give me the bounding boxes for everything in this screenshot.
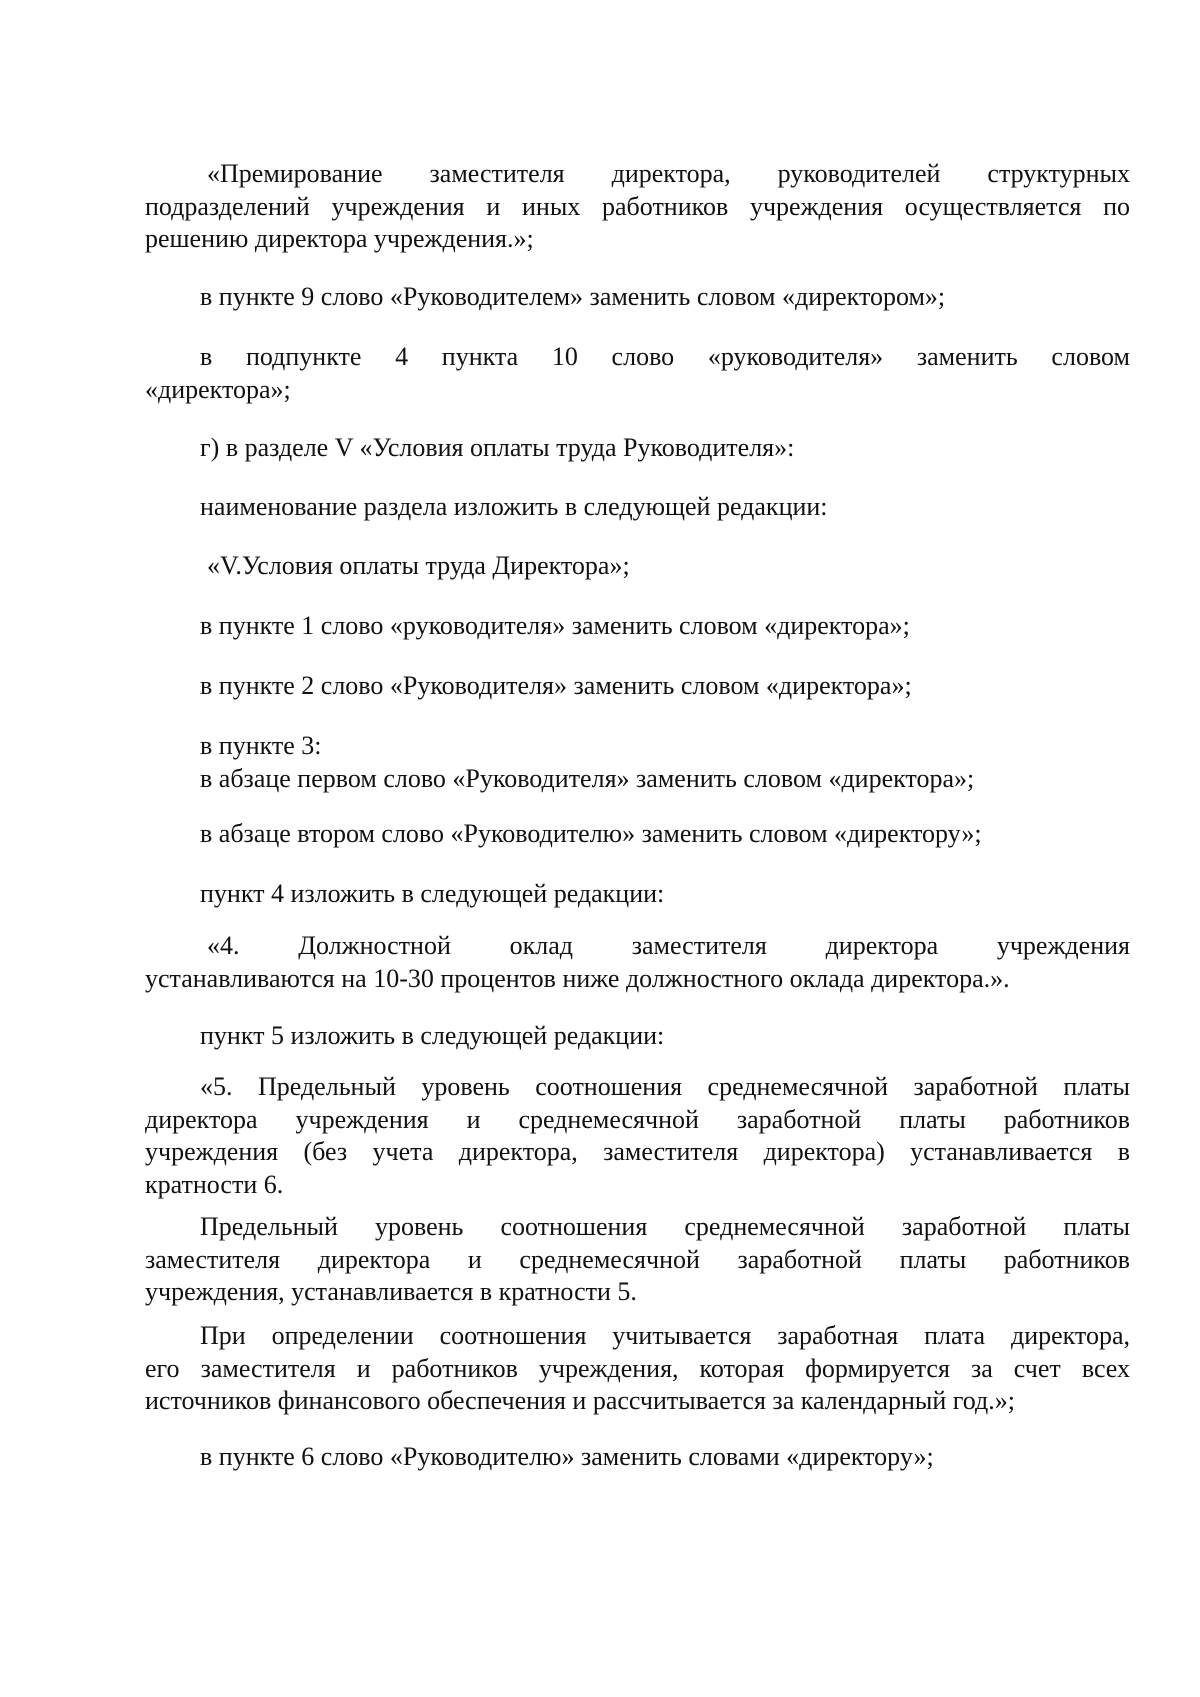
text-line: устанавливаются на 10-30 процентов ниже должностного оклада директора.». xyxy=(145,963,1010,993)
paragraph-item-5-instruction xyxy=(145,1020,1130,1053)
text-line: в абзаце втором слово «Руководителю» заменить словом «директору»; xyxy=(200,819,982,848)
paragraph-item-6 xyxy=(145,1441,1130,1474)
text-line: «4. Должностной оклад заместителя директора учреждения xyxy=(207,931,1130,960)
text-line: При определении соотношения учитывается заработная плата директора, xyxy=(200,1321,1130,1350)
text-line: «V.Условия оплаты труда Директора»; xyxy=(207,551,630,580)
text-line: Предельный уровень соотношения среднемесячной заработной платы xyxy=(200,1212,1130,1241)
text-line: «директора»; xyxy=(145,374,291,404)
text-line: в абзаце первом слово «Руководителя» заменить словом «директора»; xyxy=(200,763,975,793)
paragraph-item-4-text xyxy=(145,930,1130,995)
paragraph-item-3 xyxy=(145,730,1130,795)
paragraph-bonus-decision xyxy=(145,158,1130,256)
paragraph-new-section-title xyxy=(145,550,1130,583)
text-line: в пункте 1 слово «руководителя» заменить словом «директора»; xyxy=(200,611,910,640)
paragraph-subitem-4-item-10 xyxy=(145,341,1130,406)
paragraph-ratio-calculation xyxy=(145,1320,1130,1418)
paragraph-second-abzac xyxy=(145,818,1130,851)
text-line: «5. Предельный уровень соотношения среднемесячной заработной платы xyxy=(200,1072,1130,1101)
text-line: учреждения, устанавливается в кратности 5. xyxy=(145,1277,637,1306)
text-line: решению директора учреждения.»; xyxy=(145,224,534,253)
paragraph-item-4-instruction xyxy=(145,878,1130,911)
paragraph-item-2 xyxy=(145,670,1130,703)
text-line: г) в разделе V «Условия оплаты труда Руководителя»: xyxy=(200,433,795,462)
text-line: пункт 5 изложить в следующей редакции: xyxy=(200,1021,665,1050)
text-line: наименование раздела изложить в следующей редакции: xyxy=(200,492,828,521)
text-line: в пункте 6 слово «Руководителю» заменить словами «директору»; xyxy=(200,1442,934,1471)
text-line: в пункте 3: xyxy=(200,731,322,760)
text-line: пункт 4 изложить в следующей редакции: xyxy=(200,879,665,908)
text-line: подразделений учреждения и иных работников учреждения осуществляется по xyxy=(145,191,1130,221)
text-line: в подпункте 4 пункта 10 слово «руководителя» заменить словом xyxy=(200,342,1130,371)
text-line: кратности 6. xyxy=(145,1169,284,1199)
paragraph-deputy-ratio xyxy=(145,1211,1130,1309)
paragraph-item-9 xyxy=(145,281,1130,314)
text-line: заместителя директора и среднемесячной заработной платы работников xyxy=(145,1244,1130,1274)
text-line: в пункте 2 слово «Руководителя» заменить словом «директора»; xyxy=(200,671,912,700)
paragraph-item-1 xyxy=(145,610,1130,643)
text-line: учреждения (без учета директора, заместителя директора) устанавливается в xyxy=(145,1137,1130,1166)
text-line: в пункте 9 слово «Руководителем» заменить словом «директором»; xyxy=(200,282,946,311)
text-line: директора учреждения и среднемесячной заработной платы работников xyxy=(145,1104,1130,1134)
text-line: источников финансового обеспечения и рассчитывается за календарный год.»; xyxy=(145,1386,1015,1415)
paragraph-item-5-text xyxy=(145,1071,1130,1201)
text-line: «Премирование заместителя директора, руководителей структурных xyxy=(207,159,1130,188)
paragraph-section-title-instruction xyxy=(145,491,1130,524)
paragraph-section-v xyxy=(145,432,1130,465)
text-line: его заместителя и работников учреждения, которая формируется за счет всех xyxy=(145,1353,1130,1383)
